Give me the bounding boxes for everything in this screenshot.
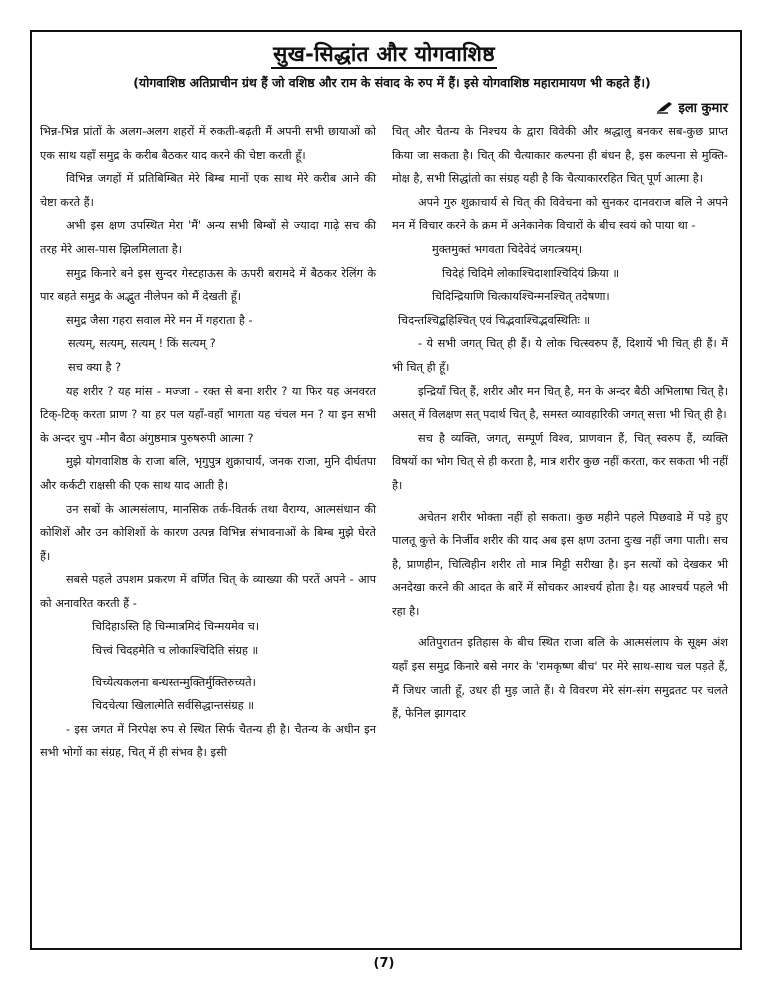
sanskrit-verse: चिदिन्द्रियाणि चित्कायश्चिन्मनश्चित् तदेषणा। [432,290,610,304]
paragraph: अपने गुरु शुक्राचार्य से चित् की विवेचना को सुनकर दानवराज बलि ने अपने मन में विचार करने के क्रम में अनेकानेक विचारों के बीच स्वयं को पाया था - [392,195,728,233]
sanskrit-verse: चिदिहाऽस्ति हि चिन्मात्रमिदं चिन्मयमेव च। [92,620,260,634]
sanskrit-verse: मुक्तमुक्तं भगवता चिदेवेदं जगत्त्रयम्। [432,242,583,256]
paragraph: अतिपुरातन इतिहास के बीच स्थित राजा बलि के आत्मसंलाप के सूक्ष्म अंश यहाँ इस समुद्र किनारे बसे नगर के 'रामकृष्ण बीच' पर मेरे साथ-साथ चल पड़ते हैं, मैं जिधर जाती हूँ, उधर ही मुड़ जाते हैं। ये विवरण मेरे संग-संग समुद्रतट पर चलते हैं, फेनिल झागदार [392,636,728,721]
paragraph: समुद्र किनारे बने इस सुन्दर गेस्टहाऊस के ऊपरी बरामदे में बैठकर रेलिंग के पार बहते समुद्र के अद्भुत नीलेपन को मैं देखती हूँ। [40,266,376,304]
paragraph: चित् और चैतन्य के निश्चय के द्वारा विवेकी और श्रद्धालु बनकर सब-कुछ प्राप्त किया जा सकता है। चित् की चैत्याकार कल्पना ही बंधन है, इस कल्पना से मुक्ति-मोक्ष है, सभी सिद्धांतो का संग्रह यही है कि चैत्याकाररहित चित् पूर्ण आत्मा है। [392,125,728,186]
sanskrit-verse: चिच्येत्यकलना बन्धस्तन्मुक्तिर्मुक्तिरुच्यते। [92,675,256,689]
paragraph: सच क्या है ? [68,360,122,374]
paragraph: उन सबों के आत्मसंलाप, मानसिक तर्क-वितर्क तथा वैराग्य, आत्मसंधान की कोशिशें और उन कोशिशों के कारण उत्पन्न विभिन्न संभावनाओं के बिम्ब मुझे घेरते हैं। [40,502,376,563]
paragraph: सच है व्यक्ति, जगत्, सम्पूर्ण विश्व, प्राणवान हैं, चित् स्वरुप हैं, व्यक्ति विषयों का भोग चित् से ही करता है, मात्र शरीर कुछ नहीं करता, कर सकता भी नहीं है। [392,431,728,492]
paragraph: समुद्र जैसा गहरा सवाल मेरे मन में गहराता है - [66,313,253,327]
sanskrit-verse: चिदेहं चिदिमे लोकाश्चिदाशाश्चिदियं क्रिया ॥ [442,266,620,280]
paragraph: सबसे पहले उपशम प्रकरण में वर्णित चित् के व्याख्या की परतें अपने - आप को अनावरित करती हैं - [40,573,376,610]
paragraph: भिन्न-भिन्न प्रांतों के अलग-अलग शहरों में रुकती-बढ़ती मैं अपनी सभी छायाओं को एक साथ यहाँ समुद्र के करीब बैठकर याद करने की चेष्टा करती हूँ। [40,125,376,162]
paragraph: अभी इस क्षण उपस्थित मेरा 'मैं' अन्य सभी बिम्बों से ज्यादा गाढ़े सच की तरह मेरे आस-पास झिलमिलाता है। [40,219,376,256]
paragraph: विभिन्न जगहों में प्रतिबिम्बित मेरे बिम्ब मानों एक साथ मेरे करीब आने की चेष्टा करते हैं। [40,172,376,209]
author-byline [656,98,728,116]
sanskrit-verse: चिदचेत्या खिलात्मेति सर्वसिद्धान्तसंग्रह ॥ [92,699,254,713]
paragraph: इन्द्रियाँ चित् हैं, शरीर और मन चित् है, मन के अन्दर बैठी अभिलाषा चित् है। असत् में विलक्षण सत् पदार्थ चित् है, समस्त व्यावहारिकी जगत् सत्ता भी चित् ही है। [392,384,728,422]
author-name: इला कुमार [678,101,728,116]
sanskrit-verse: चिदन्तश्चिद्बहिश्चित् एवं चिद्भवाश्चिद्भवस्थितिः ॥ [398,313,591,327]
paragraph: - ये सभी जगत् चित् ही हैं। ये लोक चित्स्वरुप हैं, दिशायें भी चित् ही हैं। मैं भी चित् ही हूँ। [392,337,728,374]
paragraph: यह शरीर ? यह मांस - मज्जा - रक्त से बना शरीर ? या फिर यह अनवरत टिक्-टिक् करता प्राण ? या हर पल यहाँ-वहाँ भागता यह चंचल मन ? या इन सभी के अन्दर चुप -मौन बैठा अंगुष्ठमात्र पुरुषरुपी आत्मा ? [40,384,376,445]
sanskrit-verse: चित्त्वं चिदहमेति च लोकाश्चिदिति संग्रह ॥ [92,644,259,658]
paragraph: सत्यम्, सत्यम्, सत्यम् ! किं सत्यम् ? [68,337,216,351]
article-title: सुख-सिद्धांत और योगवाशिष्ठ [0,40,768,68]
pen-icon [656,100,674,114]
article-subtitle: (योगवाशिष्ठ अतिप्राचीन ग्रंथ हैं जो वशिष्ठ और राम के संवाद के रुप में हैं। इसे योगवाशिष्ठ महारामायण भी कहते हैं।) [133,75,651,90]
left-column [40,120,376,765]
paragraph: अचेतन शरीर भोक्ता नहीं हो सकता। कुछ महीने पहले पिछवाडे में पड़े हुए पालतू कुत्ते के निर्जीव शरीर की याद अब इस क्षण उतना दुःख नहीं जगा पाती। सच है, प्राणहीन, चित्विहीन शरीर तो मात्र मिट्टी सरीखा है। इन सत्यों को देखकर भी अनदेखा करने की आदत के बारें में सोचकर आश्चर्य होता है। यह आश्चर्य पहले भी रहा है। [392,510,728,618]
right-column [392,120,728,726]
paragraph: मुझे योगवाशिष्ठ के राजा बलि, भृगुपुत्र शुक्राचार्य, जनक राजा, मुनि दीर्घतपा और कर्कटी राक्षसी की एक साथ याद आती है। [40,455,376,492]
paragraph: - इस जगत में निरपेक्ष रुप से स्थित सिर्फ चैतन्य ही है। चैतन्य के अधीन इन सभी भोगों का संग्रह, चित् में ही संभव है। इसी [40,722,376,760]
page-number: (7) [373,956,395,971]
